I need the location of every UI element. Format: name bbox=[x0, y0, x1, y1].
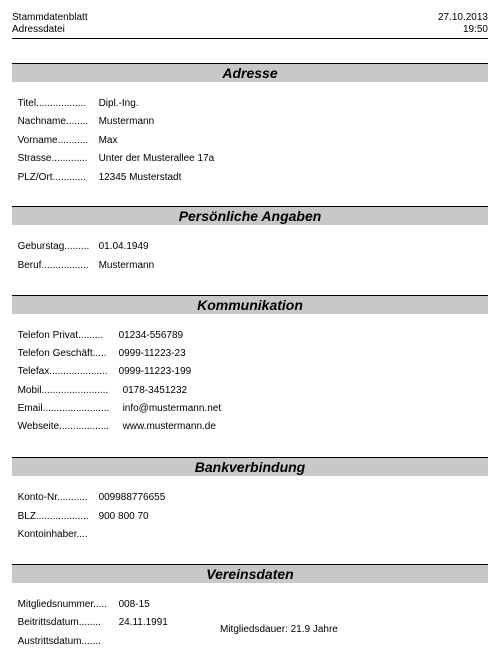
field-birthday-label: Geburstag......... bbox=[17, 241, 90, 252]
field-profession bbox=[12, 248, 154, 272]
field-zip-city-value: 12345 Musterstadt bbox=[98, 172, 182, 183]
section-header-club: Vereinsdaten bbox=[12, 564, 488, 583]
field-member-number-label: Mitgliedsnummer..... bbox=[17, 599, 108, 610]
field-title-value: Dipl.-Ing. bbox=[98, 98, 139, 109]
field-street-label: Strasse............. bbox=[17, 153, 88, 164]
field-street-value: Unter der Musterallee 17a bbox=[98, 153, 215, 164]
field-lastname-label: Nachname........ bbox=[17, 116, 89, 127]
field-mobile-value: 0178-3451232 bbox=[122, 385, 188, 396]
field-member-number-value: 008-15 bbox=[118, 599, 150, 610]
field-phone-business-value: 0999-11223-23 bbox=[118, 348, 186, 359]
field-exit-date-label: Austrittsdatum....... bbox=[17, 636, 101, 647]
field-profession-value: Mustermann bbox=[98, 260, 155, 271]
field-phone-private-value: 01234-556789 bbox=[118, 330, 184, 341]
field-zip-city bbox=[12, 160, 181, 184]
field-account-holder-label: Kontoinhaber.... bbox=[17, 529, 88, 540]
section-header-personal: Persönliche Angaben bbox=[12, 206, 488, 225]
section-header-communication: Kommunikation bbox=[12, 295, 488, 314]
field-account-number-value: 009988776655 bbox=[98, 492, 166, 503]
field-website-value: www.mustermann.de bbox=[122, 421, 216, 432]
field-lastname-value: Mustermann bbox=[98, 116, 155, 127]
field-join-date-value: 24.11.1991 bbox=[118, 617, 168, 628]
field-fax-label: Telefax..................... bbox=[17, 366, 108, 377]
report-title: Stammdatenblatt bbox=[12, 12, 88, 23]
field-profession-label: Beruf................. bbox=[17, 260, 89, 271]
report-time: 19:50 bbox=[462, 24, 488, 35]
field-phone-business-label: Telefon Geschäft..... bbox=[17, 348, 107, 359]
field-account-holder bbox=[12, 517, 99, 541]
field-fax-value: 0999-11223-199 bbox=[118, 366, 192, 377]
field-exit-date bbox=[12, 624, 119, 648]
report-date: 27.10.2013 bbox=[437, 12, 488, 23]
field-phone-private-label: Telefon Privat......... bbox=[17, 330, 104, 341]
field-mobile-label: Mobil........................ bbox=[17, 385, 109, 396]
section-header-address: Adresse bbox=[12, 63, 488, 82]
field-firstname-label: Vorname........... bbox=[17, 135, 89, 146]
membership-duration: Mitgliedsdauer: 21.9 Jahre bbox=[220, 624, 338, 635]
field-website bbox=[12, 409, 216, 433]
report-subtitle: Adressdatei bbox=[12, 24, 65, 35]
field-birthday-value: 01.04.1949 bbox=[98, 241, 149, 252]
field-account-number-label: Konto-Nr........... bbox=[17, 492, 88, 503]
field-firstname-value: Max bbox=[98, 135, 118, 146]
report-header bbox=[12, 12, 488, 36]
field-zip-city-label: PLZ/Ort............ bbox=[17, 172, 86, 183]
field-bank-code-label: BLZ................... bbox=[17, 511, 89, 522]
header-divider bbox=[12, 38, 488, 39]
field-email-value: info@mustermann.net bbox=[122, 403, 222, 414]
field-email-label: Email........................ bbox=[17, 403, 110, 414]
section-header-bank: Bankverbindung bbox=[12, 457, 488, 476]
field-join-date-label: Beitrittsdatum........ bbox=[17, 617, 101, 628]
field-bank-code-value: 900 800 70 bbox=[98, 511, 149, 522]
field-title-label: Titel.................. bbox=[17, 98, 87, 109]
field-website-label: Webseite.................. bbox=[17, 421, 110, 432]
